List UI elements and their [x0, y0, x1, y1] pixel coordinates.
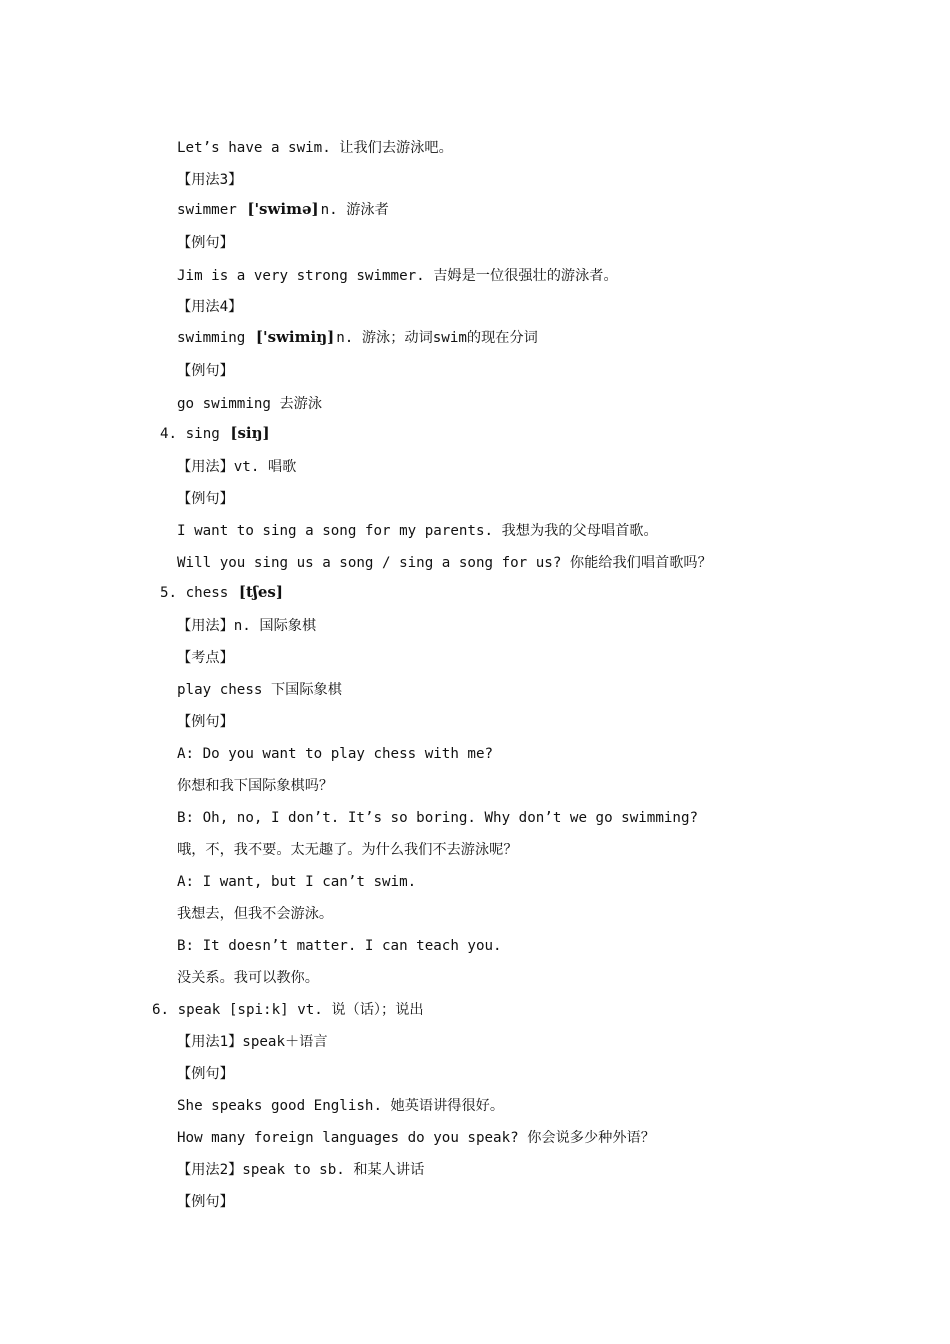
word-text: swimming — [177, 330, 254, 346]
example-sentence: I want to sing a song for my parents. 我想为我的父母唱首歌。 — [177, 523, 658, 539]
phonetic-symbol: ['swimə] — [247, 200, 319, 218]
phonetic-symbol: [siŋ] — [230, 424, 270, 442]
key-point-heading: 【考点】 — [177, 650, 234, 666]
vocab-entry-chess — [160, 580, 285, 604]
vocab-entry-swimming — [177, 325, 538, 349]
usage-heading: 【用法3】 — [177, 172, 243, 188]
example-sentence: Jim is a very strong swimmer. 吉姆是一位很强壮的游泳者。 — [177, 268, 618, 284]
example-sentence: Let’s have a swim. 让我们去游泳吧。 — [177, 140, 453, 156]
word-text: 4. sing — [160, 426, 229, 442]
vocab-entry-speak: 6. speak [spi:k] vt. 说（话）；说出 — [152, 1002, 424, 1018]
key-point-text: play chess 下国际象棋 — [177, 682, 342, 698]
example-heading: 【例句】 — [177, 235, 234, 251]
dialogue-translation: 你想和我下国际象棋吗？ — [177, 778, 334, 794]
dialogue-translation: 哦，不，我不要。太无趣了。为什么我们不去游泳呢？ — [177, 842, 518, 858]
dialogue-translation: 我想去，但我不会游泳。 — [177, 906, 334, 922]
definition-text: n. 游泳；动词swim的现在分词 — [336, 330, 538, 346]
example-sentence: How many foreign languages do you speak? 你会说多少种外语？ — [177, 1130, 655, 1146]
example-heading: 【例句】 — [177, 1066, 234, 1082]
dialogue-line: B: Oh, no, I don’t. It’s so boring. Why don’t we go swimming? — [177, 810, 699, 826]
example-heading: 【例句】 — [177, 1194, 234, 1210]
word-text: 5. chess — [160, 585, 237, 601]
vocab-entry-swimmer — [177, 197, 389, 221]
phonetic-symbol: [tʃes] — [238, 583, 283, 601]
phonetic-symbol: ['swimiŋ] — [255, 328, 335, 346]
example-heading: 【例句】 — [177, 714, 234, 730]
example-sentence: go swimming 去游泳 — [177, 396, 323, 412]
usage-heading: 【用法】n. 国际象棋 — [177, 618, 317, 634]
usage-heading: 【用法1】speak＋语言 — [177, 1034, 328, 1050]
dialogue-translation: 没关系。我可以教你。 — [177, 970, 319, 986]
example-heading: 【例句】 — [177, 491, 234, 507]
vocab-entry-sing — [160, 421, 272, 445]
example-sentence: She speaks good English. 她英语讲得很好。 — [177, 1098, 505, 1114]
usage-heading: 【用法】vt. 唱歌 — [177, 459, 297, 475]
usage-heading: 【用法2】speak to sb. 和某人讲话 — [177, 1162, 425, 1178]
example-heading: 【例句】 — [177, 363, 234, 379]
dialogue-line: B: It doesn’t matter. I can teach you. — [177, 938, 502, 954]
definition-text: n. 游泳者 — [320, 202, 389, 218]
word-text: swimmer — [177, 202, 246, 218]
usage-heading: 【用法4】 — [177, 299, 243, 315]
example-sentence: Will you sing us a song / sing a song for us? 你能给我们唱首歌吗？ — [177, 555, 712, 571]
dialogue-line: A: I want, but I can’t swim. — [177, 874, 417, 890]
dialogue-line: A: Do you want to play chess with me? — [177, 746, 494, 762]
